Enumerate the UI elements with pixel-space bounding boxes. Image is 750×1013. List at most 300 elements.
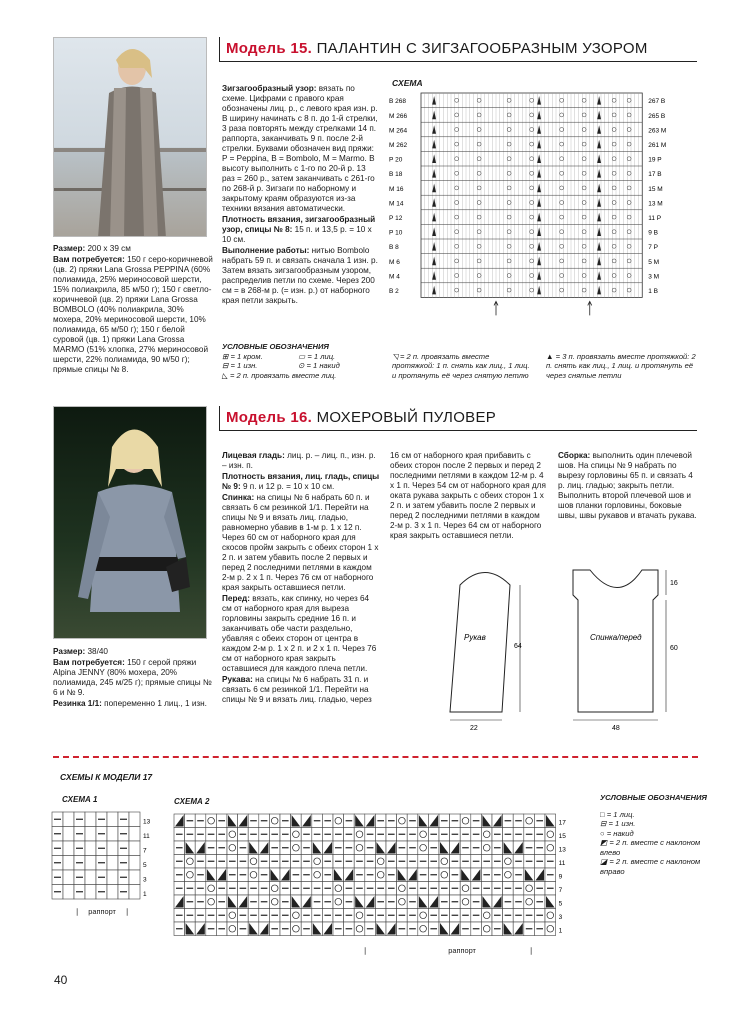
stitch-cell: [545, 909, 556, 923]
scheme-1-row-label: 5: [143, 861, 147, 869]
stitch-cell: [354, 909, 365, 923]
rapport-label: раппорт: [448, 946, 476, 955]
yarn-over-mark: [582, 288, 586, 292]
stitch-cell: [439, 868, 450, 882]
yarn-over-mark: [530, 288, 534, 292]
sleeve-shape: [450, 573, 510, 713]
stitch-cell: [227, 828, 238, 842]
stitch-cell: [397, 814, 408, 828]
stitch-cell: [129, 827, 140, 842]
chart-row-label-left: М 262: [389, 142, 408, 150]
size-label: Размер:: [53, 244, 86, 253]
legend-k2tog: = 2 п. провязать вместе лиц.: [229, 370, 337, 380]
rapport-marker: ❘: [528, 946, 535, 955]
sk2p-mark: [597, 169, 601, 178]
work-text: нитью Bombolo набрать 59 п. и связать сначала 1 изн. р. Затем вязать зигзагообразным узором, распределив петли по схеме. Через 200 см = в 268-м р. (= изн. р.) от наборного края петли закрыть.: [222, 246, 378, 305]
model-16-photo: [53, 406, 207, 639]
stitch-cell: [107, 870, 118, 885]
yarn-over-mark: [612, 142, 616, 146]
rapport-marker: ❘: [362, 946, 369, 955]
scheme-2-rapport: [362, 946, 534, 955]
yarn-over-mark: [582, 186, 586, 190]
sk2p-mark: [537, 213, 541, 222]
yarn-over-mark: [477, 288, 481, 292]
chart-row-label-left: В 8: [389, 244, 399, 252]
scheme-1-row-label: 13: [143, 818, 151, 826]
yarn-over-mark: [507, 113, 511, 117]
sk2p-mark: [432, 286, 436, 295]
stitch-cell: [248, 855, 259, 869]
sk2p-mark: [432, 257, 436, 266]
stock-text: лиц. р. – лиц. п., изн. р. – изн. п.: [222, 451, 376, 470]
chart-row-label-right: 11 Р: [648, 215, 662, 223]
sk2p-mark: [597, 198, 601, 207]
yarn-over-mark: [507, 288, 511, 292]
materials-label: Вам потребуется:: [53, 255, 125, 264]
body-top: 16: [670, 580, 678, 587]
yarn-over-mark: [560, 157, 564, 161]
yarn-over-mark: [627, 113, 631, 117]
stitch-cell: [503, 855, 514, 869]
stitch-cell: [129, 885, 140, 900]
stitch-cell: [418, 841, 429, 855]
stitch-cell: [333, 895, 344, 909]
scheme-title: СХЕМА: [392, 78, 423, 88]
model-16-patterns: [430, 560, 700, 730]
knit-icon: ▭: [298, 352, 306, 361]
yarn-over-mark: [530, 201, 534, 205]
scheme-1-row-label: 11: [143, 832, 150, 840]
section-divider: [53, 756, 698, 758]
stitch-cell: [354, 841, 365, 855]
stitch-cell: [418, 909, 429, 923]
legend-17-purl: = 1 изн.: [608, 819, 636, 829]
yarn-over-mark: [612, 274, 616, 278]
sk2p-mark: [537, 154, 541, 163]
scheme-2-row-label: 3: [558, 914, 563, 922]
yarn-over-mark: [627, 186, 631, 190]
sk2p-mark: [432, 242, 436, 251]
yarn-over-mark: [582, 201, 586, 205]
yarn-over-mark: [612, 113, 616, 117]
legend-edge: = 1 кром.: [230, 352, 263, 361]
rapport-arrow: [494, 301, 498, 315]
yarn-over-mark: [627, 244, 631, 248]
sk2p-mark: [537, 198, 541, 207]
rib-text: попеременно 1 лиц., 1 изн.: [101, 699, 207, 708]
yarn-over-mark: [560, 98, 564, 102]
sk2p-mark: [432, 198, 436, 207]
legend-yarnover: = 1 накид: [306, 361, 340, 371]
yarn-over-mark: [455, 113, 459, 117]
yarn-over-mark: [560, 215, 564, 219]
density-label: Плотность вязания, лиц. гладь, спицы № 9:: [222, 472, 380, 491]
yarn-over-mark: [627, 215, 631, 219]
stitch-cell: [227, 909, 238, 923]
stitch-cell: [185, 868, 196, 882]
yarn-over-mark: [560, 128, 564, 132]
stitch-cell: [248, 868, 259, 882]
sk2p-mark: [537, 227, 541, 236]
legend-17-left: = 2 п. вместе с наклоном влево: [600, 838, 701, 857]
density-label: Плотность вязания, зигзагообразный узор, спицы № 8:: [222, 215, 376, 234]
yarn-over-mark: [627, 288, 631, 292]
yarn-over-mark: [560, 274, 564, 278]
yarn-over-mark: [455, 230, 459, 234]
stitch-cell: [107, 841, 118, 856]
sk2p-mark: [537, 169, 541, 178]
scheme-2-row-label: 7: [558, 887, 563, 895]
rapport-marker: ❘: [124, 907, 131, 916]
rapport-marker: ❘: [74, 907, 81, 916]
scheme-1-title: СХЕМА 1: [62, 795, 98, 804]
stitch-cell: [354, 922, 365, 936]
stitch-cell: [481, 841, 492, 855]
chart-row-label-left: М 264: [389, 127, 408, 135]
stitch-cell: [460, 895, 471, 909]
chart-row-label-right: 17 В: [648, 171, 662, 179]
stitch-cell: [524, 814, 535, 828]
model-16-info: [53, 647, 213, 710]
yarn-over-mark: [582, 128, 586, 132]
materials-label: Вам потребуется:: [53, 658, 125, 667]
ssk-icon: ◹: [392, 352, 398, 361]
size-label: Размер:: [53, 647, 86, 656]
yarn-over-mark: [455, 171, 459, 175]
scheme-2-row-label: 1: [558, 927, 563, 935]
chart-row-label-left: В 268: [389, 98, 406, 106]
stitch-cell: [460, 814, 471, 828]
yarn-over-mark: [627, 230, 631, 234]
yarn-over-mark: [455, 186, 459, 190]
chart-row-label-left: М 16: [389, 185, 404, 193]
chart-row-label-right: 15 М: [648, 185, 663, 193]
stitch-cell: [85, 870, 96, 885]
sk2p-mark: [537, 96, 541, 105]
legend-15-sk2p: [546, 352, 696, 380]
header-rule-vertical: [219, 406, 220, 431]
yarn-over-mark: [507, 142, 511, 146]
sk2p-mark: [537, 140, 541, 149]
chart-row-label-right: 3 М: [648, 273, 660, 281]
yarn-over-mark: [507, 259, 511, 263]
yarn-over-mark: [530, 186, 534, 190]
sk2p-mark: [432, 227, 436, 236]
chart-row-label-right: 13 М: [648, 200, 663, 208]
yarn-over-mark: [627, 98, 631, 102]
chart-row-label-right: 9 В: [648, 229, 659, 237]
front-label: Перед:: [222, 594, 250, 603]
sk2p-mark: [597, 154, 601, 163]
yarn-over-mark: [477, 113, 481, 117]
stitch-cell: [107, 812, 118, 827]
yarn-over-mark: [455, 142, 459, 146]
model-16-col3: [558, 451, 698, 522]
materials-text: 150 г серо-коричневой (цв. 2) пряжи Lana Grossa PEPPINA (60% полиамида, 25% мериносовой шерсти, 15% полиакрила, 85 м/50 г); 150 г светло-коричневой (цв. 2) пряжи Lana Grossa BOMBOLO (40% полиакрила, 30% мохера, 20% мериносовой шерсти, 10% полиамида, 65 м/50 г); 150 г белой суровой (цв. 1) пряжи Lana Grossa MARMO (51% хлопка, 27% мериносовой шерсти, 22% полиамида, 90 м/50 г); прямые спицы № 8.: [53, 255, 213, 374]
chart-row-label-right: 261 М: [648, 142, 667, 150]
sk2p-mark: [537, 257, 541, 266]
sleeve-label: Рукава:: [222, 675, 253, 684]
sk2p-mark: [537, 111, 541, 120]
yarn-over-mark: [582, 244, 586, 248]
chart-row-label-left: Р 12: [389, 215, 403, 223]
scheme-2-chart: [172, 812, 587, 942]
yarn-over-mark: [507, 215, 511, 219]
scheme-1-row-label: 3: [143, 876, 147, 884]
col2-text: 16 см от наборного края прибавить с обеих сторон после 2 первых и перед 2 последними петлями в каждом 12-м р. 4 х 1 п. Через 54 см от наборного края для оката рукава закрыть с обеих сторон 1 х 2 п. и затем убавить после 2 первых и перед 2 последними петлями в каждом 2-м р. 3 х 1 п. Через 64 см от наборного края закрыть оставшиеся петли.: [390, 451, 546, 540]
sk2p-mark: [597, 286, 601, 295]
scheme-1-row-label: 7: [143, 847, 147, 855]
yarn-over-mark: [560, 201, 564, 205]
stitch-cell: [129, 856, 140, 871]
stitch-cell: [107, 827, 118, 842]
yarn-over-mark: [477, 157, 481, 161]
scheme-1-row-label: 1: [143, 890, 147, 898]
model-15-info: [53, 244, 213, 376]
yarn-over-mark: [455, 98, 459, 102]
size-text: 38/40: [85, 647, 108, 656]
stitch-cell: [63, 870, 74, 885]
rapport-label: раппорт: [88, 907, 116, 916]
chart-row-label-left: Р 10: [389, 229, 403, 237]
scheme-2-row-label: 15: [558, 833, 566, 841]
legend-15-title: УСЛОВНЫЕ ОБОЗНАЧЕНИЯ: [222, 342, 329, 351]
stitch-cell: [129, 812, 140, 827]
chart-row-label-right: 267 В: [648, 98, 666, 106]
sk2p-mark: [597, 111, 601, 120]
sk2p-icon: ▲: [546, 352, 554, 361]
yarn-over-mark: [477, 201, 481, 205]
stitch-cell: [63, 812, 74, 827]
chart-row-label-right: 5 М: [648, 258, 660, 266]
yarn-over-mark: [507, 274, 511, 278]
yarn-over-mark: [627, 157, 631, 161]
yarn-over-mark: [507, 128, 511, 132]
yarn-over-mark: [530, 230, 534, 234]
yarn-over-mark: [530, 128, 534, 132]
k2tog-right-icon: ◪: [600, 857, 608, 867]
sk2p-mark: [597, 242, 601, 251]
zigzag-text: вязать по схеме. Цифрами с правого края обозначены лиц. р., с левого края изн. р. В ширину начинать с 8 п. до 1-й стрелки, 3 раза повторять между стрелками 14 п. раппорта, заканчивать 9 п. после 2-й стрелки. Буквами обозначен вид пряжи: P = Peppina, B = Bombolo, M = Marmo. В высоту выполнить с 1-го по 20-й р. 13 раз = 260 р., затем заканчивать с 261-го по 268-й р. Зигзаги по наборному и закрытому краям образуются из-за техники вязания автоматически.: [222, 84, 378, 213]
scheme-2-row-label: 5: [558, 900, 563, 908]
stitch-cell: [375, 868, 386, 882]
sk2p-mark: [432, 271, 436, 280]
chart-grid: [389, 93, 666, 315]
stitch-cell: [545, 841, 556, 855]
stitch-cell: [85, 841, 96, 856]
yarn-over-mark: [560, 244, 564, 248]
yarn-over-mark: [612, 186, 616, 190]
sk2p-mark: [432, 125, 436, 134]
zigzag-label: Зигзагообразный узор:: [222, 84, 317, 93]
edge-stitch-icon: ⊞: [222, 352, 229, 361]
stitch-cell: [439, 855, 450, 869]
sk2p-mark: [537, 286, 541, 295]
stitch-cell: [375, 855, 386, 869]
yarn-over-mark: [507, 157, 511, 161]
yarn-over-mark: [507, 244, 511, 248]
stitch-cell: [291, 828, 302, 842]
yarn-over-mark: [560, 288, 564, 292]
sk2p-mark: [432, 140, 436, 149]
model-16-illustration: [54, 407, 207, 639]
body-label: Спинка/перед: [590, 633, 642, 642]
stitch-cell: [107, 856, 118, 871]
model-16-col2: [390, 451, 548, 542]
legend-17: [600, 810, 710, 876]
scheme-2-row-label: 9: [558, 873, 563, 881]
sk2p-mark: [432, 154, 436, 163]
legend-sk2p: = 3 п. провязать вместе протяжкой: 2 п. снять как лиц., 1 лиц. и протянуть её через снятые петли: [546, 352, 696, 380]
yarn-over-mark: [582, 230, 586, 234]
yarn-over-mark: [455, 259, 459, 263]
sk2p-mark: [597, 96, 601, 105]
yarn-over-mark: [530, 98, 534, 102]
sk2p-mark: [597, 140, 601, 149]
chart-row-label-right: 19 Р: [648, 156, 662, 164]
yarn-over-mark: [612, 230, 616, 234]
stitch-cell: [227, 922, 238, 936]
model-15-chart: [387, 88, 693, 328]
yarn-over-mark: [530, 259, 534, 263]
sk2p-mark: [597, 184, 601, 193]
stitch-cell: [481, 828, 492, 842]
yarn-over-mark: [507, 201, 511, 205]
stitch-cell: [481, 922, 492, 936]
yarn-over-mark: [612, 201, 616, 205]
stitch-cell: [524, 895, 535, 909]
yarn-over-mark: [477, 274, 481, 278]
density-text: 15 п. и 13,5 р. = 10 х 10 см.: [222, 225, 372, 244]
body-height: 60: [670, 645, 678, 652]
stitch-cell: [129, 870, 140, 885]
yarn-over-mark: [530, 215, 534, 219]
model-15-instructions: [222, 84, 380, 307]
page-number: 40: [54, 973, 68, 987]
yarn-over-mark: [560, 186, 564, 190]
stitch-cell: [354, 828, 365, 842]
stitch-cell: [206, 882, 217, 896]
stitch-cell: [206, 895, 217, 909]
stitch-cell: [418, 922, 429, 936]
yarn-over-mark: [560, 230, 564, 234]
yarn-over-mark: [455, 288, 459, 292]
yarn-over-mark: [560, 113, 564, 117]
yarn-over-mark: [507, 98, 511, 102]
stitch-cell: [291, 841, 302, 855]
scheme-2-row-label: 17: [558, 819, 566, 827]
sk2p-mark: [597, 257, 601, 266]
stitch-cell: [63, 841, 74, 856]
model-17-title: СХЕМЫ К МОДЕЛИ 17: [60, 772, 153, 782]
yarn-over-mark: [477, 244, 481, 248]
stitch-cell: [545, 922, 556, 936]
legend-17-title: УСЛОВНЫЕ ОБОЗНАЧЕНИЯ: [600, 793, 707, 802]
legend-17-right: = 2 п. вместе с наклоном вправо: [600, 857, 701, 876]
knit-icon: □: [600, 810, 605, 819]
stitch-cell: [107, 885, 118, 900]
sk2p-mark: [537, 184, 541, 193]
stitch-cell: [269, 882, 280, 896]
rib-label: Резинка 1/1:: [53, 699, 102, 708]
stitch-cell: [85, 812, 96, 827]
legend-17-yo: = накид: [606, 828, 634, 838]
yarn-over-mark: [612, 98, 616, 102]
scheme-2-row-label: 13: [558, 846, 566, 854]
yarn-over-mark: [530, 244, 534, 248]
yarn-over-mark: [455, 157, 459, 161]
yarn-over-mark: [507, 171, 511, 175]
sk2p-mark: [432, 169, 436, 178]
stitch-cell: [524, 882, 535, 896]
yarn-over-mark: [477, 215, 481, 219]
yarn-over-mark: [582, 259, 586, 263]
sk2p-mark: [432, 111, 436, 120]
stitch-cell: [185, 855, 196, 869]
model-15-photo: [53, 37, 207, 237]
stitch-cell: [418, 828, 429, 842]
yarn-over-mark: [627, 274, 631, 278]
stitch-cell: [460, 882, 471, 896]
chart-row-label-left: М 4: [389, 273, 400, 281]
stitch-cell: [503, 868, 514, 882]
sleeve-height: 64: [514, 643, 522, 650]
body-width: 48: [612, 725, 620, 730]
stitch-cell: [397, 882, 408, 896]
stitch-cell: [545, 828, 556, 842]
yarn-over-mark: [582, 171, 586, 175]
stitch-cell: [85, 856, 96, 871]
purl-icon: ⊟: [600, 819, 607, 829]
sk2p-mark: [537, 242, 541, 251]
yarn-over-mark: [455, 201, 459, 205]
yarn-over-mark: [477, 186, 481, 190]
sleeve-label: Рукав: [464, 633, 486, 642]
yarn-over-mark: [627, 259, 631, 263]
stitch-cell: [63, 827, 74, 842]
stitch-cell: [333, 814, 344, 828]
stitch-cell: [312, 868, 323, 882]
yarn-over-mark: [612, 244, 616, 248]
yarn-over-mark: [477, 98, 481, 102]
chart-row-label-right: 265 В: [648, 112, 666, 120]
model-16-title: [226, 409, 496, 427]
yarn-over-mark: [560, 259, 564, 263]
yarn-over-mark: [560, 171, 564, 175]
stitch-cell: [63, 885, 74, 900]
chart-row-label-left: Р 20: [389, 156, 403, 164]
yarn-over-mark: [530, 142, 534, 146]
stock-label: Лицевая гладь:: [222, 451, 285, 460]
stitch-cell: [333, 882, 344, 896]
yarn-over-mark: [530, 171, 534, 175]
stitch-cell: [291, 909, 302, 923]
scheme-1-chart: [50, 810, 160, 920]
sk2p-mark: [597, 227, 601, 236]
yarn-over-mark: [455, 274, 459, 278]
back-label: Спинка:: [222, 493, 255, 502]
yarn-over-mark: [560, 142, 564, 146]
scheme-2-title: СХЕМА 2: [174, 797, 210, 806]
yarn-over-mark: [507, 186, 511, 190]
stitch-cell: [129, 841, 140, 856]
header-rule: [219, 430, 697, 431]
stitch-cell: [481, 909, 492, 923]
legend-17-knit: = 1 лиц.: [606, 810, 635, 819]
chart-row-label-left: М 266: [389, 112, 408, 120]
stitch-cell: [227, 841, 238, 855]
legend-15-ssk: [392, 352, 532, 380]
